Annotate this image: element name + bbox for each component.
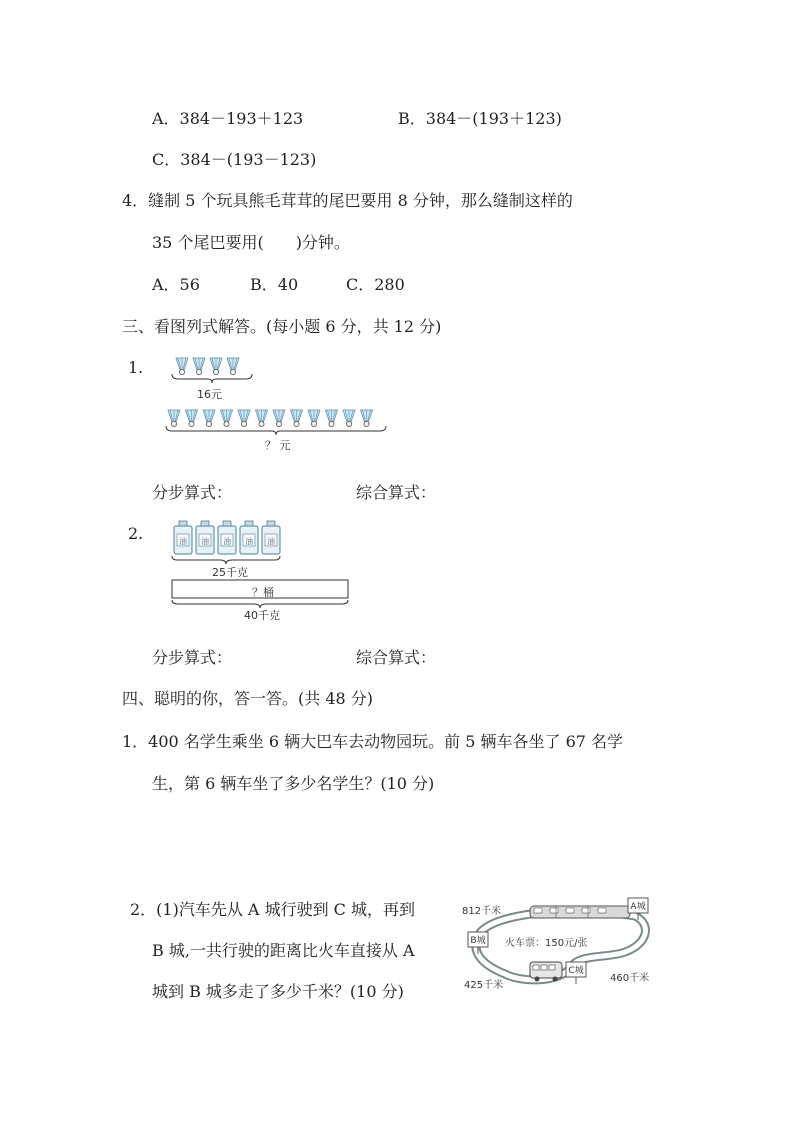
ticket-label: 火车票：150元/张 bbox=[505, 938, 588, 949]
section3-title: 三、看图列式解答。(每小题 6 分，共 12 分) bbox=[122, 317, 442, 336]
p2-combined-label: 综合算式： bbox=[356, 648, 437, 667]
svg-text:油: 油 bbox=[267, 537, 275, 546]
svg-text:油: 油 bbox=[201, 537, 209, 546]
p2-bar-label: ？桶 bbox=[252, 586, 274, 599]
section4-title: 四、聪明的你，答一答。(共 48 分) bbox=[122, 689, 374, 708]
q4-text-line2: 35 个尾巴要用( )分钟。 bbox=[152, 233, 350, 252]
s4-q1-line2: 生，第 6 辆车坐了多少名学生？(10 分) bbox=[152, 774, 435, 793]
p1-label-bottom: ？ 元 bbox=[265, 439, 291, 452]
q4-option-b: B．40 bbox=[250, 275, 299, 294]
shuttlecock-icon bbox=[361, 410, 373, 427]
dist-ab-label: 812千米 bbox=[462, 906, 502, 917]
shuttlecock-icon bbox=[291, 410, 303, 427]
p2-label-top: 25千克 bbox=[212, 566, 248, 579]
p1-step-label: 分步算式： bbox=[152, 483, 233, 502]
shuttlecock-icon bbox=[238, 410, 250, 427]
q4-option-c: C．280 bbox=[346, 275, 405, 294]
svg-text:油: 油 bbox=[223, 537, 231, 546]
p1-label-top: 16元 bbox=[197, 388, 222, 401]
svg-text:油: 油 bbox=[245, 537, 253, 546]
s4-q2-line1: 2．(1)汽车先从 A 城行驶到 C 城，再到 bbox=[130, 900, 415, 919]
bottom-brace bbox=[166, 426, 386, 435]
shuttlecock-icon bbox=[168, 410, 180, 427]
oil-jug-icon bbox=[196, 521, 214, 554]
dist-ac-label: 460千米 bbox=[610, 973, 650, 984]
shuttlecock-icon bbox=[176, 358, 188, 375]
p2-label-bottom: 40千克 bbox=[244, 609, 280, 622]
dist-bc-label: 425千米 bbox=[464, 980, 504, 991]
s4-q1-line1: 1．400 名学生乘坐 6 辆大巴车去动物园玩。前 5 辆车各坐了 67 名学 bbox=[122, 732, 624, 751]
shuttlecock-icon bbox=[343, 410, 355, 427]
shuttlecock-icon bbox=[256, 410, 268, 427]
city-b-label: B城 bbox=[470, 936, 486, 946]
train-icon bbox=[530, 906, 630, 918]
s4-q2-line2: B 城,一共行驶的距离比火车直接从 A bbox=[152, 941, 415, 960]
oil-jug-icon bbox=[262, 521, 280, 554]
oil-jug-icon bbox=[240, 521, 258, 554]
shuttlecock-icon bbox=[273, 410, 285, 427]
svg-text:油: 油 bbox=[179, 537, 187, 546]
top-brace bbox=[172, 374, 252, 383]
q3-option-c: C．384－(193－123) bbox=[152, 150, 317, 169]
shuttlecock-icon bbox=[186, 410, 198, 427]
city-b-sign bbox=[468, 932, 488, 954]
shuttlecock-icon bbox=[308, 410, 320, 427]
q4-text-line1: 4．缝制 5 个玩具熊毛茸茸的尾巴要用 8 分钟，那么缝制这样的 bbox=[122, 191, 573, 210]
route-map bbox=[460, 896, 660, 1001]
section3-p2-number: 2. bbox=[128, 524, 144, 543]
shuttlecock-icon bbox=[203, 410, 215, 427]
q3-option-b: B．384－(193＋123) bbox=[398, 109, 562, 128]
shuttlecock-icon bbox=[193, 358, 205, 375]
s4-q2-line3: 城到 B 城多走了多少千米？(10 分) bbox=[152, 982, 404, 1001]
city-a-label: A城 bbox=[630, 902, 646, 912]
oil-jug-icon bbox=[218, 521, 236, 554]
shuttlecock-icon bbox=[227, 358, 239, 375]
shuttlecock-icon bbox=[210, 358, 222, 375]
q3-option-a: A．384－193＋123 bbox=[152, 109, 304, 128]
p1-combined-label: 综合算式： bbox=[356, 483, 437, 502]
q4-option-a: A．56 bbox=[152, 275, 200, 294]
section3-p1-number: 1. bbox=[128, 358, 144, 377]
oil-jug-icon bbox=[174, 521, 192, 554]
shuttlecock-icon bbox=[221, 410, 233, 427]
p2-step-label: 分步算式： bbox=[152, 648, 233, 667]
city-c-sign bbox=[566, 962, 586, 984]
city-c-label: C城 bbox=[568, 966, 584, 976]
shuttlecock-icon bbox=[326, 410, 338, 427]
